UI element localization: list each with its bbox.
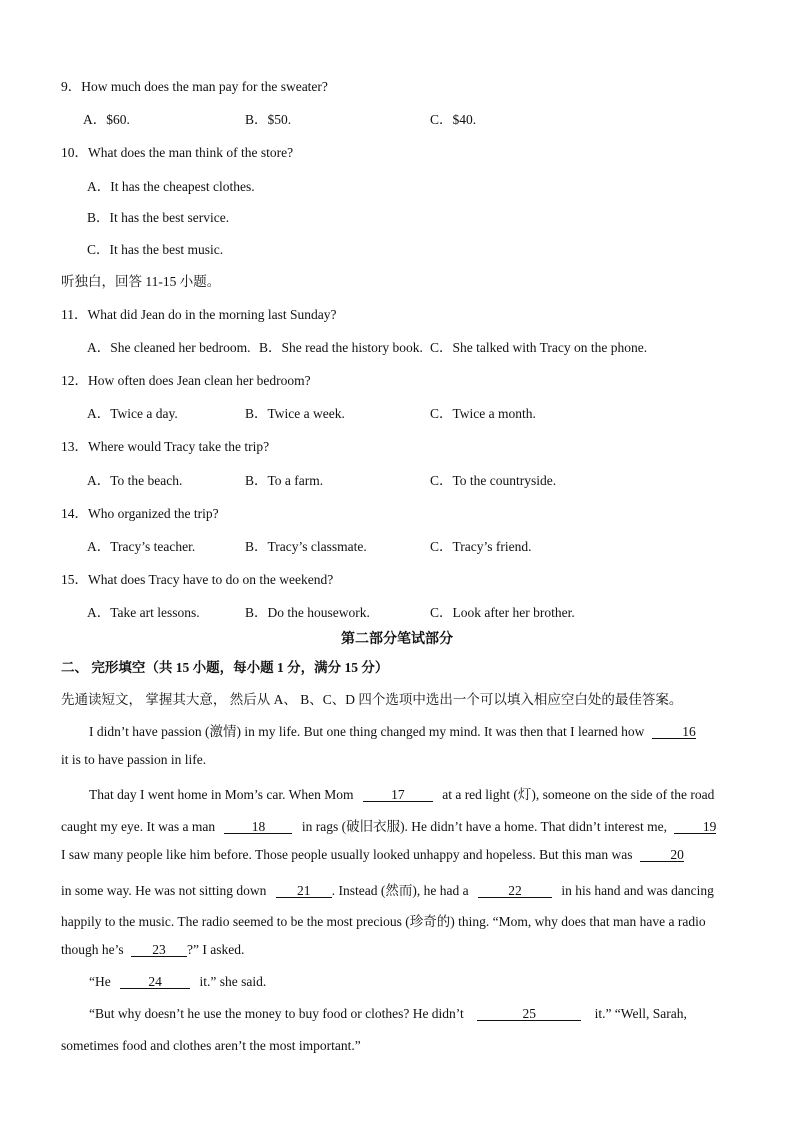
passage-text: “But why doesn’t he use the money to buy food or clothes? He didn’t (89, 1006, 464, 1021)
question-10-option-c: C．It has the best music. (87, 242, 224, 257)
question-11-option-b: B．She read the history book. (259, 340, 423, 355)
passage-text: though he’s (61, 942, 124, 957)
question-15-stem: 15．What does Tracy have to do on the weekend? (61, 572, 334, 587)
question-12-option-c: C．Twice a month. (430, 406, 536, 421)
question-15-option-b: B．Do the housework. (245, 605, 370, 620)
blank-16[interactable]: 16 (652, 725, 696, 739)
question-10-option-b: B．It has the best service. (87, 210, 230, 225)
passage-line-6 (61, 879, 735, 899)
passage-text: “He (89, 974, 111, 989)
passage-text: in his hand and was dancing (561, 883, 714, 898)
passage-line-11: sometimes food and clothes aren’t the most important.” (61, 1038, 361, 1053)
blank-23[interactable]: 23 (131, 943, 187, 957)
blank-19[interactable]: 19 (674, 820, 716, 834)
question-10-option-a: A．It has the cheapest clothes. (87, 179, 255, 194)
blank-18[interactable]: 18 (224, 820, 292, 834)
passage-line-8 (61, 942, 735, 958)
question-9-option-b: B．$50. (245, 112, 292, 127)
passage-line-1 (61, 720, 735, 740)
question-13-option-b: B．To a farm. (245, 473, 324, 488)
blank-21[interactable]: 21 (276, 884, 332, 898)
question-12-option-b: B．Twice a week. (245, 406, 345, 421)
question-13-option-a: A．To the beach. (87, 473, 183, 488)
part-title: 第二部分笔试部分 (341, 632, 453, 647)
passage-line-7: happily to the music. The radio seemed to be the most precious (珍奇的) thing. “Mom, why does that man have a radio (61, 914, 706, 929)
instructions: 先通读短文， 掌握其大意， 然后从 A、 B、C、D 四个选项中选出一个可以填入相应空白处的最佳答案。 (61, 692, 683, 707)
question-15-option-a: A．Take art lessons. (87, 605, 200, 620)
question-9-option-a: A．$60. (83, 112, 130, 127)
question-9-stem: 9．How much does the man pay for the sweater? (61, 79, 328, 94)
passage-text: That day I went home in Mom’s car. When Mom (89, 787, 354, 802)
blank-17[interactable]: 17 (363, 788, 433, 802)
passage-line-4 (61, 815, 735, 835)
passage-text: it.” she said. (199, 974, 267, 989)
question-9-option-c: C．$40. (430, 112, 477, 127)
passage-line-3 (61, 783, 735, 803)
passage-line-2: it is to have passion in life. (61, 752, 207, 767)
passage-text: in rags (破旧衣服). He didn’t have a home. That didn’t interest me, (301, 819, 668, 834)
passage-line-9 (61, 974, 735, 990)
question-14-option-c: C．Tracy’s friend. (430, 539, 532, 554)
question-11-option-a: A．She cleaned her bedroom. (87, 340, 251, 355)
question-12-stem: 12．How often does Jean clean her bedroom? (61, 373, 311, 388)
monologue-note: 听独白，回答 11-15 小题。 (61, 274, 221, 289)
passage-text: I didn’t have passion (激情) in my life. But one thing changed my mind. It was then that I learned how (89, 724, 645, 739)
passage-text: . Instead (然而), he had a (331, 883, 469, 898)
passage-line-5 (61, 847, 735, 863)
passage-line-10 (61, 1006, 735, 1022)
question-10-stem: 10．What does the man think of the store? (61, 145, 294, 160)
question-14-option-b: B．Tracy’s classmate. (245, 539, 367, 554)
blank-24[interactable]: 24 (120, 975, 190, 989)
question-14-stem: 14．Who organized the trip? (61, 506, 219, 521)
passage-text: in some way. He was not sitting down (61, 883, 267, 898)
question-13-stem: 13．Where would Tracy take the trip? (61, 439, 270, 454)
question-15-option-c: C．Look after her brother. (430, 605, 575, 620)
passage-text: caught my eye. It was a man (61, 819, 216, 834)
question-11-stem: 11．What did Jean do in the morning last Sunday? (61, 307, 337, 322)
passage-text: ?” I asked. (187, 942, 245, 957)
question-11-option-c: C．She talked with Tracy on the phone. (430, 340, 648, 355)
blank-22[interactable]: 22 (478, 884, 552, 898)
passage-text: it.” “Well, Sarah, (594, 1006, 687, 1021)
question-12-option-a: A．Twice a day. (87, 406, 178, 421)
passage-text: at a red light (灯), someone on the side of the road (442, 787, 715, 802)
question-14-option-a: A．Tracy’s teacher. (87, 539, 196, 554)
passage-text: I saw many people like him before. Those people usually looked unhappy and hopeless. But this man was (61, 847, 633, 862)
question-13-option-c: C．To the countryside. (430, 473, 557, 488)
blank-25[interactable]: 25 (477, 1007, 581, 1021)
blank-20[interactable]: 20 (640, 848, 684, 862)
section-heading: 二、 完形填空（共 15 小题，每小题 1 分，满分 15 分） (61, 660, 389, 675)
